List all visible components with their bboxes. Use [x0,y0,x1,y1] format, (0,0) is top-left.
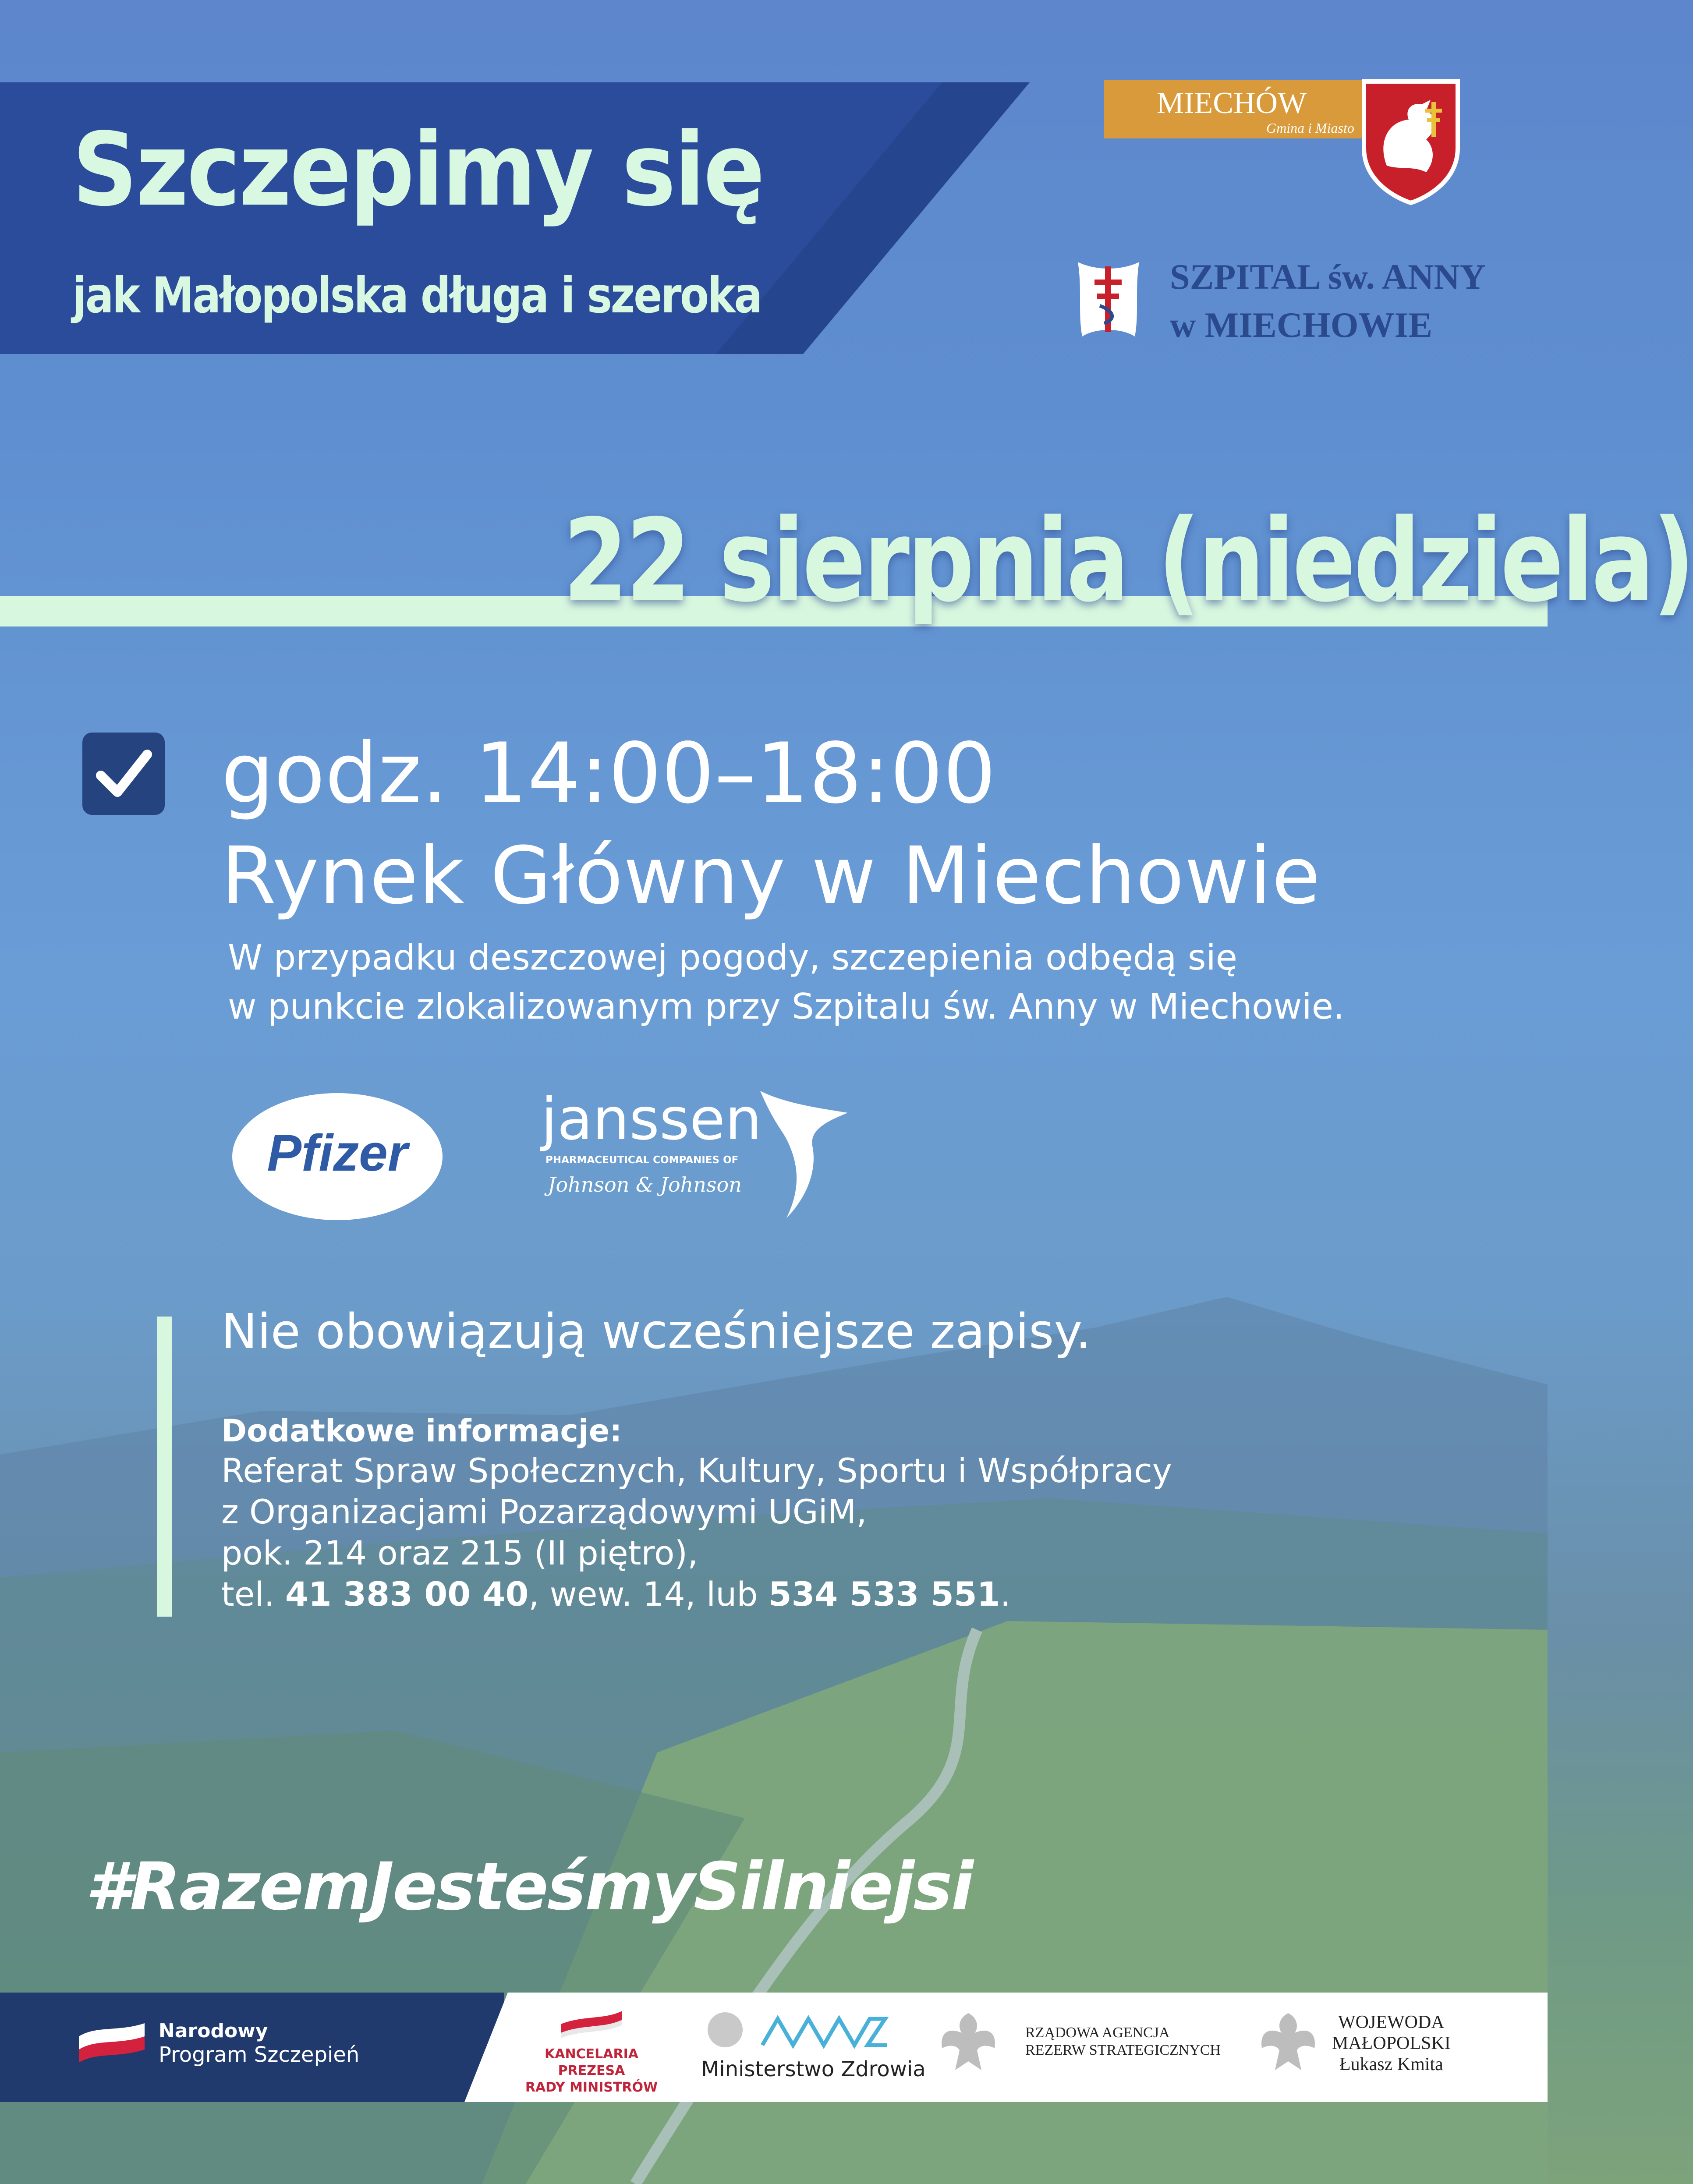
npsz-line1: Narodowy [159,2020,268,2042]
rars-line2: REZERW STRATEGICZNYCH [1025,2042,1221,2058]
ministry-health-label: Ministerstwo Zdrowia [701,2057,926,2081]
info-line3: pok. 214 oraz 215 (II piętro), [221,1533,698,1572]
rain-note [228,933,1344,1031]
npsz-line2: Program Szczepień [159,2042,360,2067]
pfizer-logo [230,1091,445,1222]
phone-1[interactable]: 41 383 00 40 [285,1575,529,1614]
checkbox-icon [82,733,165,815]
event-date: 22 sierpnia (niedziela) [563,495,1693,627]
kprm-flag-icon [556,2007,627,2042]
miechow-logo-sub: Gmina i Miasto [1266,120,1354,136]
hashtag: #RazemJesteśmySilniejsi [85,1849,972,1925]
janssen-logo [541,1082,865,1227]
hospital-name-line2: w MIECHOWIE [1170,305,1433,345]
voivode-line3: Łukasz Kmita [1339,2054,1443,2074]
voivode-line1: WOJEWODA [1338,2012,1445,2032]
kprm-line1: KANCELARIA PREZESA [545,2046,638,2078]
miechow-crest-icon [1360,78,1461,205]
jnj-logo-text: Johnson & Johnson [548,1173,742,1196]
tel-end: . [1000,1575,1011,1614]
janssen-logo-sub: PHARMACEUTICAL COMPANIES OF [545,1154,739,1166]
hospital-logo-icon [1073,253,1144,345]
info-line2: z Organizacjami Pozarządowymi UGiM, [221,1492,867,1531]
voivode-eagle-icon [1257,2009,1319,2074]
page-title: Szczepimy się [72,112,763,229]
poland-flag-icon [79,2023,145,2063]
tel-prefix: tel. [221,1575,275,1614]
event-place: Rynek Główny w Miechowie [221,830,1321,922]
hospital-word-anna: św. ANNY [1328,257,1486,297]
miechow-logo-name: MIECHÓW [1157,86,1307,120]
voivode-label [1332,2012,1451,2075]
rars-line1: RZĄDOWA AGENCJA [1025,2025,1170,2041]
kprm-label [517,2046,666,2096]
pfizer-logo-text: Pfizer [267,1124,408,1182]
voivode-line2: MAŁOPOLSKI [1332,2033,1451,2053]
janssen-logo-text: janssen [541,1086,762,1153]
info-line1: Referat Spraw Społecznych, Kultury, Sportu i Współpracy [221,1451,1172,1490]
kprm-line2: RADY MINISTRÓW [525,2080,658,2095]
rain-note-line1: W przypadku deszczowej pogody, szczepienia odbędą się [228,937,1238,978]
event-hours: godz. 14:00–18:00 [221,725,996,822]
tel-mid: , wew. 14, lub [528,1575,758,1614]
rars-label [1025,2024,1221,2059]
hospital-name-line1 [1170,256,1486,297]
no-registration-note: Nie obowiązują wcześniejsze zapisy. [221,1303,1091,1359]
info-details [221,1450,1172,1615]
info-accent-bar [157,1317,172,1617]
page-subtitle: jak Małopolska długa i szeroka [72,267,761,324]
hospital-word-szpital: SZPITAL [1170,257,1319,297]
eagle-emblem-icon [938,2009,999,2074]
ministry-health-logo-icon [701,2006,903,2058]
info-heading: Dodatkowe informacje: [221,1413,622,1449]
info-phone-line [221,1574,1172,1615]
phone-2[interactable]: 534 533 551 [768,1575,1000,1614]
rain-note-line2: w punkcie zlokalizowanym przy Szpitalu św. Anny w Miechowie. [228,986,1345,1027]
